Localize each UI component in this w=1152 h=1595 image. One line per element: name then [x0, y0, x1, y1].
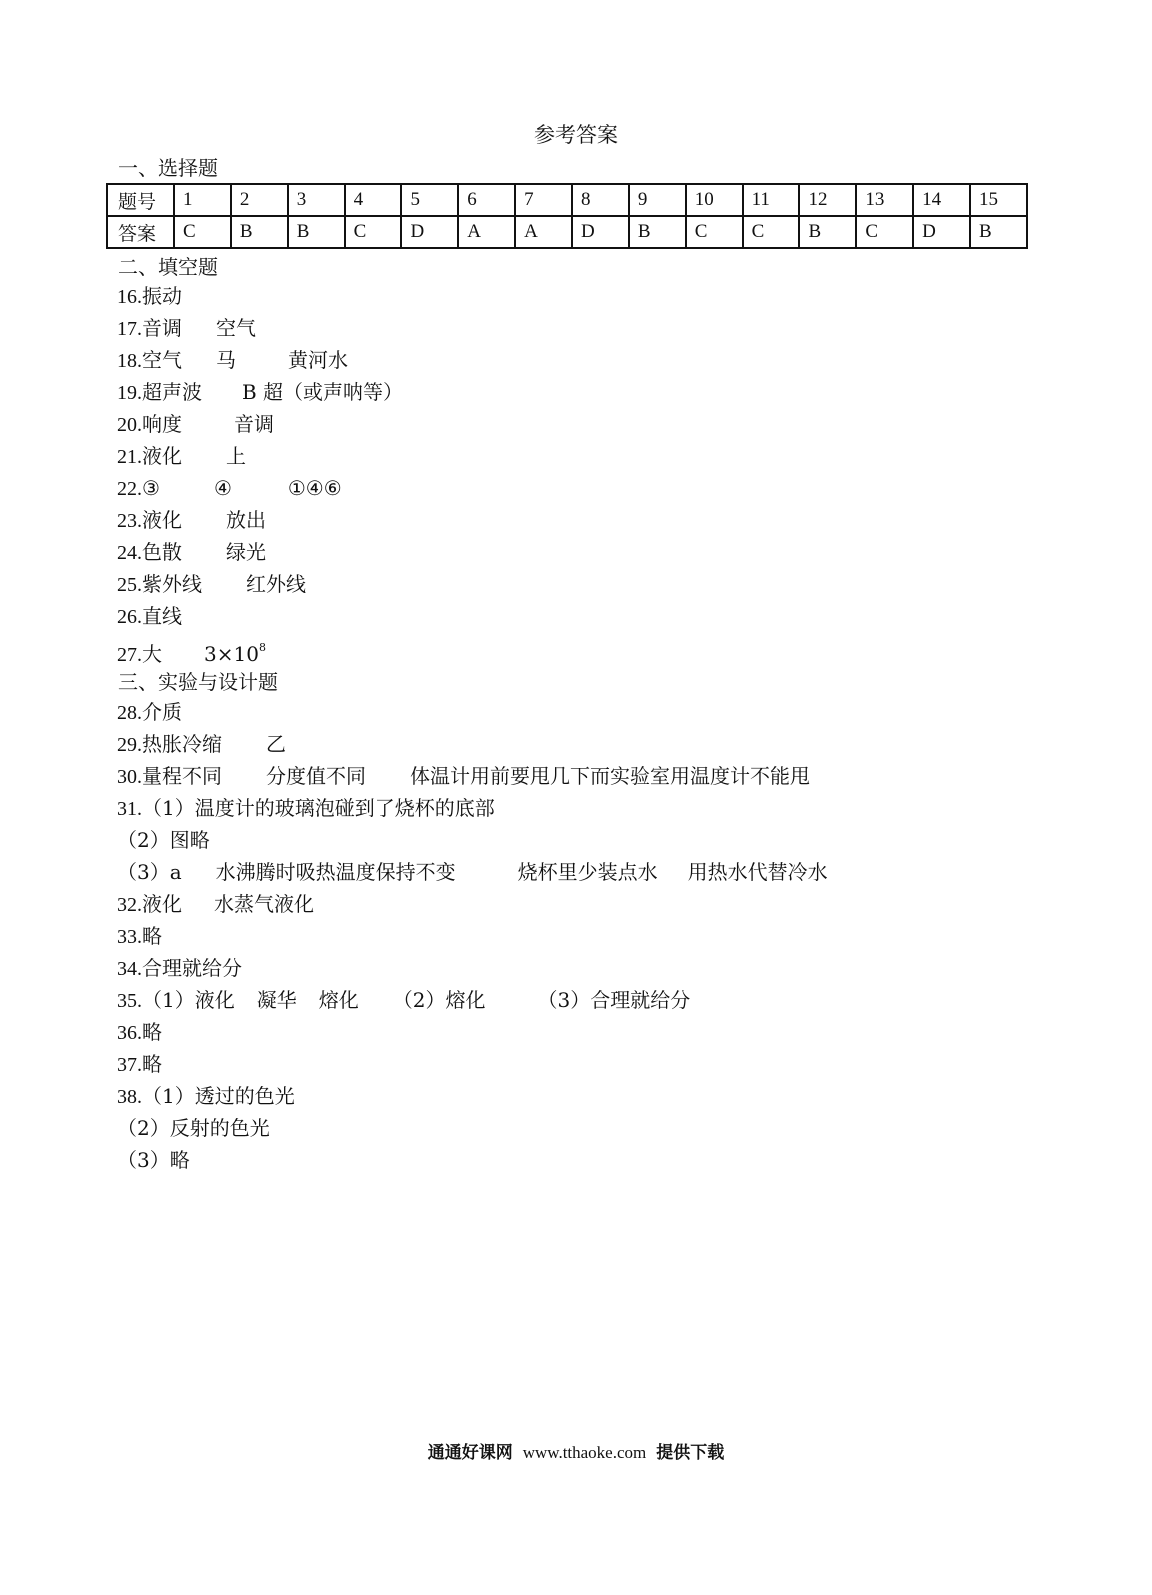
answer-text: 液化	[142, 892, 182, 916]
answer-line	[117, 920, 828, 952]
answer-line	[117, 280, 403, 312]
answer-number: 31.	[117, 798, 142, 820]
answer-number: 26.	[117, 606, 142, 628]
answer-text: （2）反射的色光	[117, 1116, 270, 1140]
table-header-number: 题号	[107, 184, 174, 216]
answer-line	[117, 1144, 828, 1176]
answer-text: 音调	[142, 316, 182, 340]
answer-text: （2）图略	[117, 828, 210, 852]
question-number: 7	[515, 184, 572, 216]
answer-line	[117, 344, 403, 376]
answer-text: 凝华	[256, 988, 297, 1012]
answer-number: 34.	[117, 958, 142, 980]
answer-text: 乙	[266, 732, 286, 756]
exponent: 8	[258, 641, 266, 654]
question-number: 5	[401, 184, 458, 216]
answer-cell: D	[401, 216, 458, 248]
question-number: 15	[970, 184, 1027, 216]
answer-text: 热胀冷缩	[142, 732, 222, 756]
table-header-answer: 答案	[107, 216, 174, 248]
answer-number: 18.	[117, 350, 142, 372]
answer-text: （3）合理就给分	[537, 988, 691, 1012]
answer-text: 振动	[142, 284, 182, 308]
answer-text: 水蒸气液化	[214, 892, 314, 916]
question-number: 6	[458, 184, 515, 216]
answer-cell: C	[174, 216, 231, 248]
answer-text: 放出	[226, 508, 266, 532]
answer-line	[117, 1080, 828, 1112]
answer-cell: C	[686, 216, 743, 248]
question-number: 4	[345, 184, 402, 216]
answer-number: 25.	[117, 574, 142, 596]
answer-number: 28.	[117, 702, 142, 724]
answer-text: 介质	[142, 700, 182, 724]
answer-cell: B	[970, 216, 1027, 248]
section-heading-fill: 二、填空题	[118, 255, 218, 279]
answer-line	[117, 472, 403, 504]
answer-text: （2）熔化	[392, 988, 486, 1012]
answer-text: 略	[142, 924, 162, 948]
answer-cell: C	[345, 216, 402, 248]
question-number: 1	[174, 184, 231, 216]
answer-text: 分度值不同	[266, 764, 366, 788]
answer-text: 空气	[216, 316, 256, 340]
answer-table	[106, 183, 1028, 249]
answer-text: 上	[226, 444, 246, 468]
answer-line	[117, 568, 403, 600]
question-number: 14	[913, 184, 970, 216]
table-row-numbers	[107, 184, 1027, 216]
question-number: 2	[231, 184, 288, 216]
answer-text: 合理就给分	[142, 956, 242, 980]
answer-cell: B	[799, 216, 856, 248]
answer-number: 27.	[117, 644, 142, 666]
footer-url: www.tthaoke.com	[522, 1443, 647, 1462]
answer-number: 19.	[117, 382, 142, 404]
answer-number: 33.	[117, 926, 142, 948]
answer-text: 响度	[142, 412, 182, 436]
answer-line	[117, 792, 828, 824]
answer-text: 绿光	[226, 540, 266, 564]
answer-line	[117, 408, 403, 440]
answer-cell: D	[913, 216, 970, 248]
answer-text: 红外线	[246, 572, 306, 596]
answer-text: 水沸腾时吸热温度保持不变	[215, 860, 456, 884]
page-title: 参考答案	[534, 123, 618, 147]
answer-number: 16.	[117, 286, 142, 308]
answer-line	[117, 728, 828, 760]
answer-text: 音调	[234, 412, 274, 436]
answer-text: 3×10	[204, 642, 259, 666]
answer-text: 大	[142, 642, 162, 666]
answer-text: 色散	[142, 540, 182, 564]
section-heading-experiment: 三、实验与设计题	[118, 670, 278, 694]
answer-number: 29.	[117, 734, 142, 756]
answer-number: 17.	[117, 318, 142, 340]
answer-cell: A	[515, 216, 572, 248]
answer-text: 烧杯里少装点水	[517, 860, 658, 884]
footer-site-name: 通通好课网	[427, 1443, 513, 1463]
fill-answers	[117, 280, 403, 664]
answer-number: 38.	[117, 1086, 142, 1108]
answer-line	[117, 632, 403, 664]
answer-text: ④	[213, 476, 232, 500]
answer-line	[117, 1016, 828, 1048]
answer-text: 马	[216, 348, 236, 372]
section-heading-choice: 一、选择题	[118, 156, 218, 180]
answer-text: 量程不同	[142, 764, 222, 788]
experiment-answers	[117, 696, 828, 1176]
answer-number: 37.	[117, 1054, 142, 1076]
answer-text: （1）液化	[142, 988, 235, 1012]
question-number: 12	[799, 184, 856, 216]
answer-cell: C	[743, 216, 800, 248]
answer-line	[117, 440, 403, 472]
answer-text: （3）a	[117, 860, 182, 884]
answer-text: B 超（或声呐等）	[242, 380, 404, 404]
answer-text: 略	[142, 1052, 162, 1076]
question-number: 3	[288, 184, 345, 216]
answer-text: 液化	[142, 444, 182, 468]
question-number: 11	[743, 184, 800, 216]
answer-number: 22.	[117, 478, 142, 500]
answer-number: 20.	[117, 414, 142, 436]
answer-line	[117, 952, 828, 984]
answer-line	[117, 312, 403, 344]
answer-line	[117, 856, 828, 888]
answer-line	[117, 1112, 828, 1144]
answer-line	[117, 888, 828, 920]
answer-text: ③	[142, 476, 160, 500]
answer-text: 熔化	[318, 988, 359, 1012]
question-number: 10	[686, 184, 743, 216]
answer-line	[117, 696, 828, 728]
question-number: 13	[856, 184, 913, 216]
answer-cell: B	[231, 216, 288, 248]
answer-line	[117, 824, 828, 856]
answer-number: 23.	[117, 510, 142, 532]
answer-line	[117, 984, 828, 1016]
answer-text: ①④⑥	[287, 476, 342, 500]
question-number: 9	[629, 184, 686, 216]
answer-number: 30.	[117, 766, 142, 788]
answer-line	[117, 600, 403, 632]
answer-line	[117, 376, 403, 408]
answer-text: （3）略	[117, 1148, 190, 1172]
answer-cell: B	[288, 216, 345, 248]
answer-number: 24.	[117, 542, 142, 564]
answer-line	[117, 504, 403, 536]
answer-text: 直线	[142, 604, 182, 628]
answer-text: 略	[142, 1020, 162, 1044]
answer-text: 超声波	[142, 380, 202, 404]
answer-number: 36.	[117, 1022, 142, 1044]
answer-text: 用热水代替冷水	[687, 860, 828, 884]
answer-text: 空气	[142, 348, 182, 372]
answer-text: （1）温度计的玻璃泡碰到了烧杯的底部	[142, 796, 495, 820]
table-row-answers	[107, 216, 1027, 248]
answer-cell: D	[572, 216, 629, 248]
answer-cell: A	[458, 216, 515, 248]
answer-text: 黄河水	[288, 348, 348, 372]
answer-text: 液化	[142, 508, 182, 532]
answer-line	[117, 536, 403, 568]
answer-text: （1）透过的色光	[142, 1084, 295, 1108]
question-number: 8	[572, 184, 629, 216]
answer-cell: B	[629, 216, 686, 248]
answer-line	[117, 760, 828, 792]
answer-cell: C	[856, 216, 913, 248]
footer-download-text: 提供下载	[656, 1443, 725, 1463]
answer-number: 21.	[117, 446, 142, 468]
answer-text: 体温计用前要甩几下而实验室用温度计不能甩	[410, 764, 810, 788]
answer-number: 32.	[117, 894, 142, 916]
answer-number: 35.	[117, 990, 142, 1012]
footer	[0, 1438, 1152, 1463]
answer-text: 紫外线	[142, 572, 202, 596]
answer-line	[117, 1048, 828, 1080]
